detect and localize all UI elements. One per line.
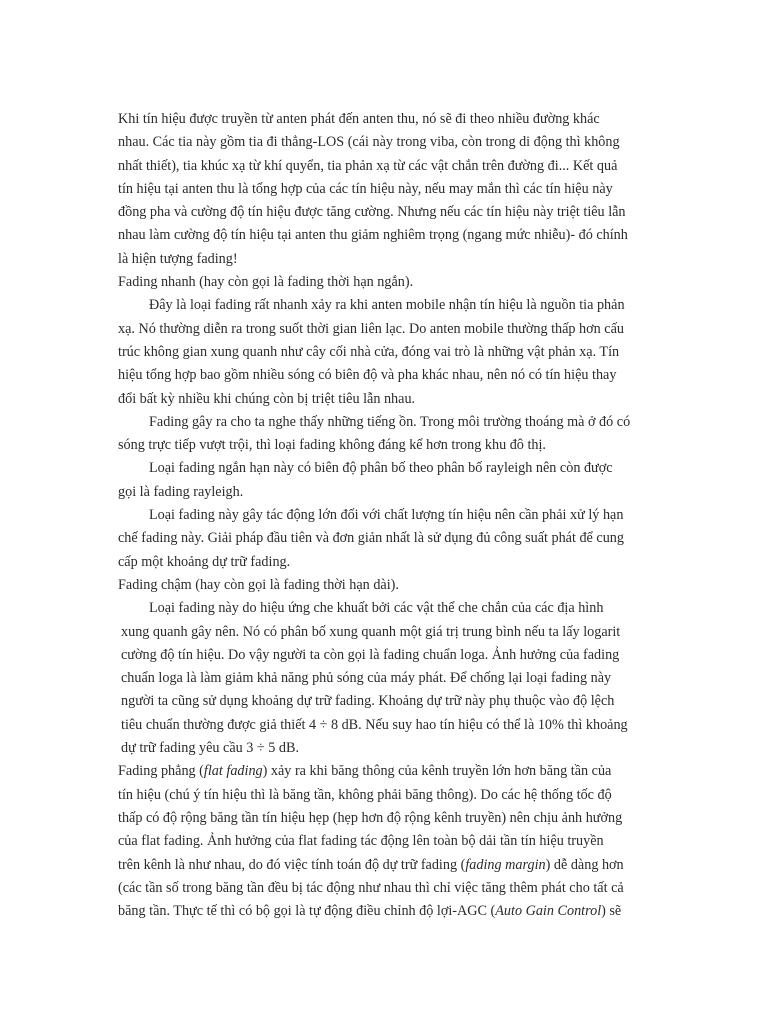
text-line: dự trữ fading yêu cầu 3 ÷ 5 dB. (121, 740, 300, 757)
text-line: Khi tín hiệu được truyền từ anten phát đến anten thu, nó sẽ đi theo nhiều đường khác (118, 111, 600, 127)
text-line: chuẩn loga là làm giảm khả năng phủ sóng của máy phát. Để chống lại loại fading này (121, 670, 612, 687)
text-line: nhất thiết), tia khúc xạ từ khí quyển, tia phản xạ từ các vật chắn trên đường đi... Kết quả (118, 157, 618, 174)
text-line: gọi là fading rayleigh. (118, 483, 244, 500)
text-run: ) dễ dàng hơn (545, 856, 624, 873)
text-line: đổi bất kỳ nhiều khi chúng còn bị triệt tiêu lẫn nhau. (118, 390, 416, 407)
text-line: cấp một khoảng dự trữ fading. (118, 553, 291, 570)
text-line: đồng pha và cường độ tín hiệu được tăng cường. Nhưng nếu các tín hiệu này triệt tiêu lẫn (118, 204, 626, 221)
text-line: thấp có độ rộng băng tần tín hiệu hẹp (hẹp hơn độ rộng kênh truyền) nên chịu ảnh hưởng (118, 809, 623, 826)
text-line: Loại fading ngắn hạn này có biên độ phân bố theo phân bố rayleigh nên còn được (149, 460, 613, 477)
text-line: hiệu tổng hợp bao gồm nhiều sóng có biên độ và pha khác nhau, nên nó có tín hiệu thay (118, 367, 617, 384)
text-line: người ta cũng sử dụng khoảng dự trữ fading. Khoảng dự trữ này phụ thuộc vào độ lệch (121, 693, 615, 710)
text-line: sóng trực tiếp vượt trội, thì loại fading không đáng kể hơn trong khu đô thị. (118, 437, 546, 454)
text-line: nhau. Các tia này gồm tia đi thẳng-LOS (cái này trong viba, còn trong di động thì không (118, 134, 620, 151)
italic-term: Auto Gain Control (495, 903, 602, 920)
section-heading-fast-fading: Fading nhanh (hay còn gọi là fading thời hạn ngắn). (118, 274, 414, 291)
italic-term: fading margin (465, 856, 546, 873)
text-line: tín hiệu (chú ý tín hiệu thì là băng tần, không phải băng thông). Do các hệ thống tốc độ (118, 786, 612, 803)
text-line: tín hiệu tại anten thu là tổng hợp của các tín hiệu này, nếu may mắn thì các tín hiệu này (118, 180, 613, 197)
italic-term: flat fading (203, 763, 263, 780)
text-line: của flat fading. Ảnh hưởng của flat fading tác động lên toàn bộ dải tần tín hiệu truyền (118, 833, 604, 850)
text-line: (các tần số trong băng tần đều bị tác động như nhau thì chỉ việc tăng thêm phát cho tất cả (118, 879, 624, 896)
text-line: xạ. Nó thường diễn ra trong suốt thời gian liên lạc. Do anten mobile thường thấp hơn cấu (118, 320, 624, 337)
text-line: Fading gây ra cho ta nghe thấy những tiếng ồn. Trong môi trường thoáng mà ở đó có (149, 413, 631, 430)
text-run: ) sẽ (601, 903, 622, 920)
text-line (118, 900, 712, 923)
text-line: là hiện tượng fading! (118, 250, 238, 267)
text-line (118, 854, 712, 877)
text-run: trên kênh là như nhau, do đó việc tính toán độ dự trữ fading ( (118, 856, 466, 873)
text-line: tiêu chuẩn thường được giả thiết 4 ÷ 8 dB. Nếu suy hao tín hiệu có thể là 10% thì khoảng (121, 716, 628, 733)
text-line: Đây là loại fading rất nhanh xảy ra khi anten mobile nhận tín hiệu là nguồn tia phản (149, 297, 625, 314)
text-run: ) xảy ra khi băng thông của kênh truyền lớn hơn băng tần của (262, 763, 612, 780)
text-line: xung quanh gây nên. Nó có phân bố xung quanh một giá trị trung bình nếu ta lấy logarit (121, 623, 621, 640)
text-run: băng tần. Thực tế thì có bộ gọi là tự động điều chỉnh độ lợi-AGC ( (118, 903, 496, 920)
text-line: trúc không gian xung quanh như cây cối nhà cửa, đóng vai trò là những vật phản xạ. Tín (118, 343, 620, 360)
text-line: nhau làm cường độ tín hiệu tại anten thu giảm nghiêm trọng (ngang mức nhiễu)- đó chính (118, 227, 628, 244)
text-line: Loại fading này gây tác động lớn đối với chất lượng tín hiệu nên cần phải xử lý hạn (149, 507, 624, 524)
text-line: cường độ tín hiệu. Do vậy người ta còn gọi là fading chuẩn loga. Ảnh hưởng của fading (121, 646, 620, 663)
text-run: Fading phẳng ( (118, 763, 204, 780)
text-line: chế fading này. Giải pháp đầu tiên và đơn giản nhất là sử dụng đủ công suất phát để cung (118, 530, 624, 547)
section-heading-slow-fading: Fading chậm (hay còn gọi là fading thời hạn dài). (118, 576, 399, 593)
text-line: Loại fading này do hiệu ứng che khuất bởi các vật thể che chắn của các địa hình (149, 600, 604, 617)
text-line (118, 760, 712, 783)
